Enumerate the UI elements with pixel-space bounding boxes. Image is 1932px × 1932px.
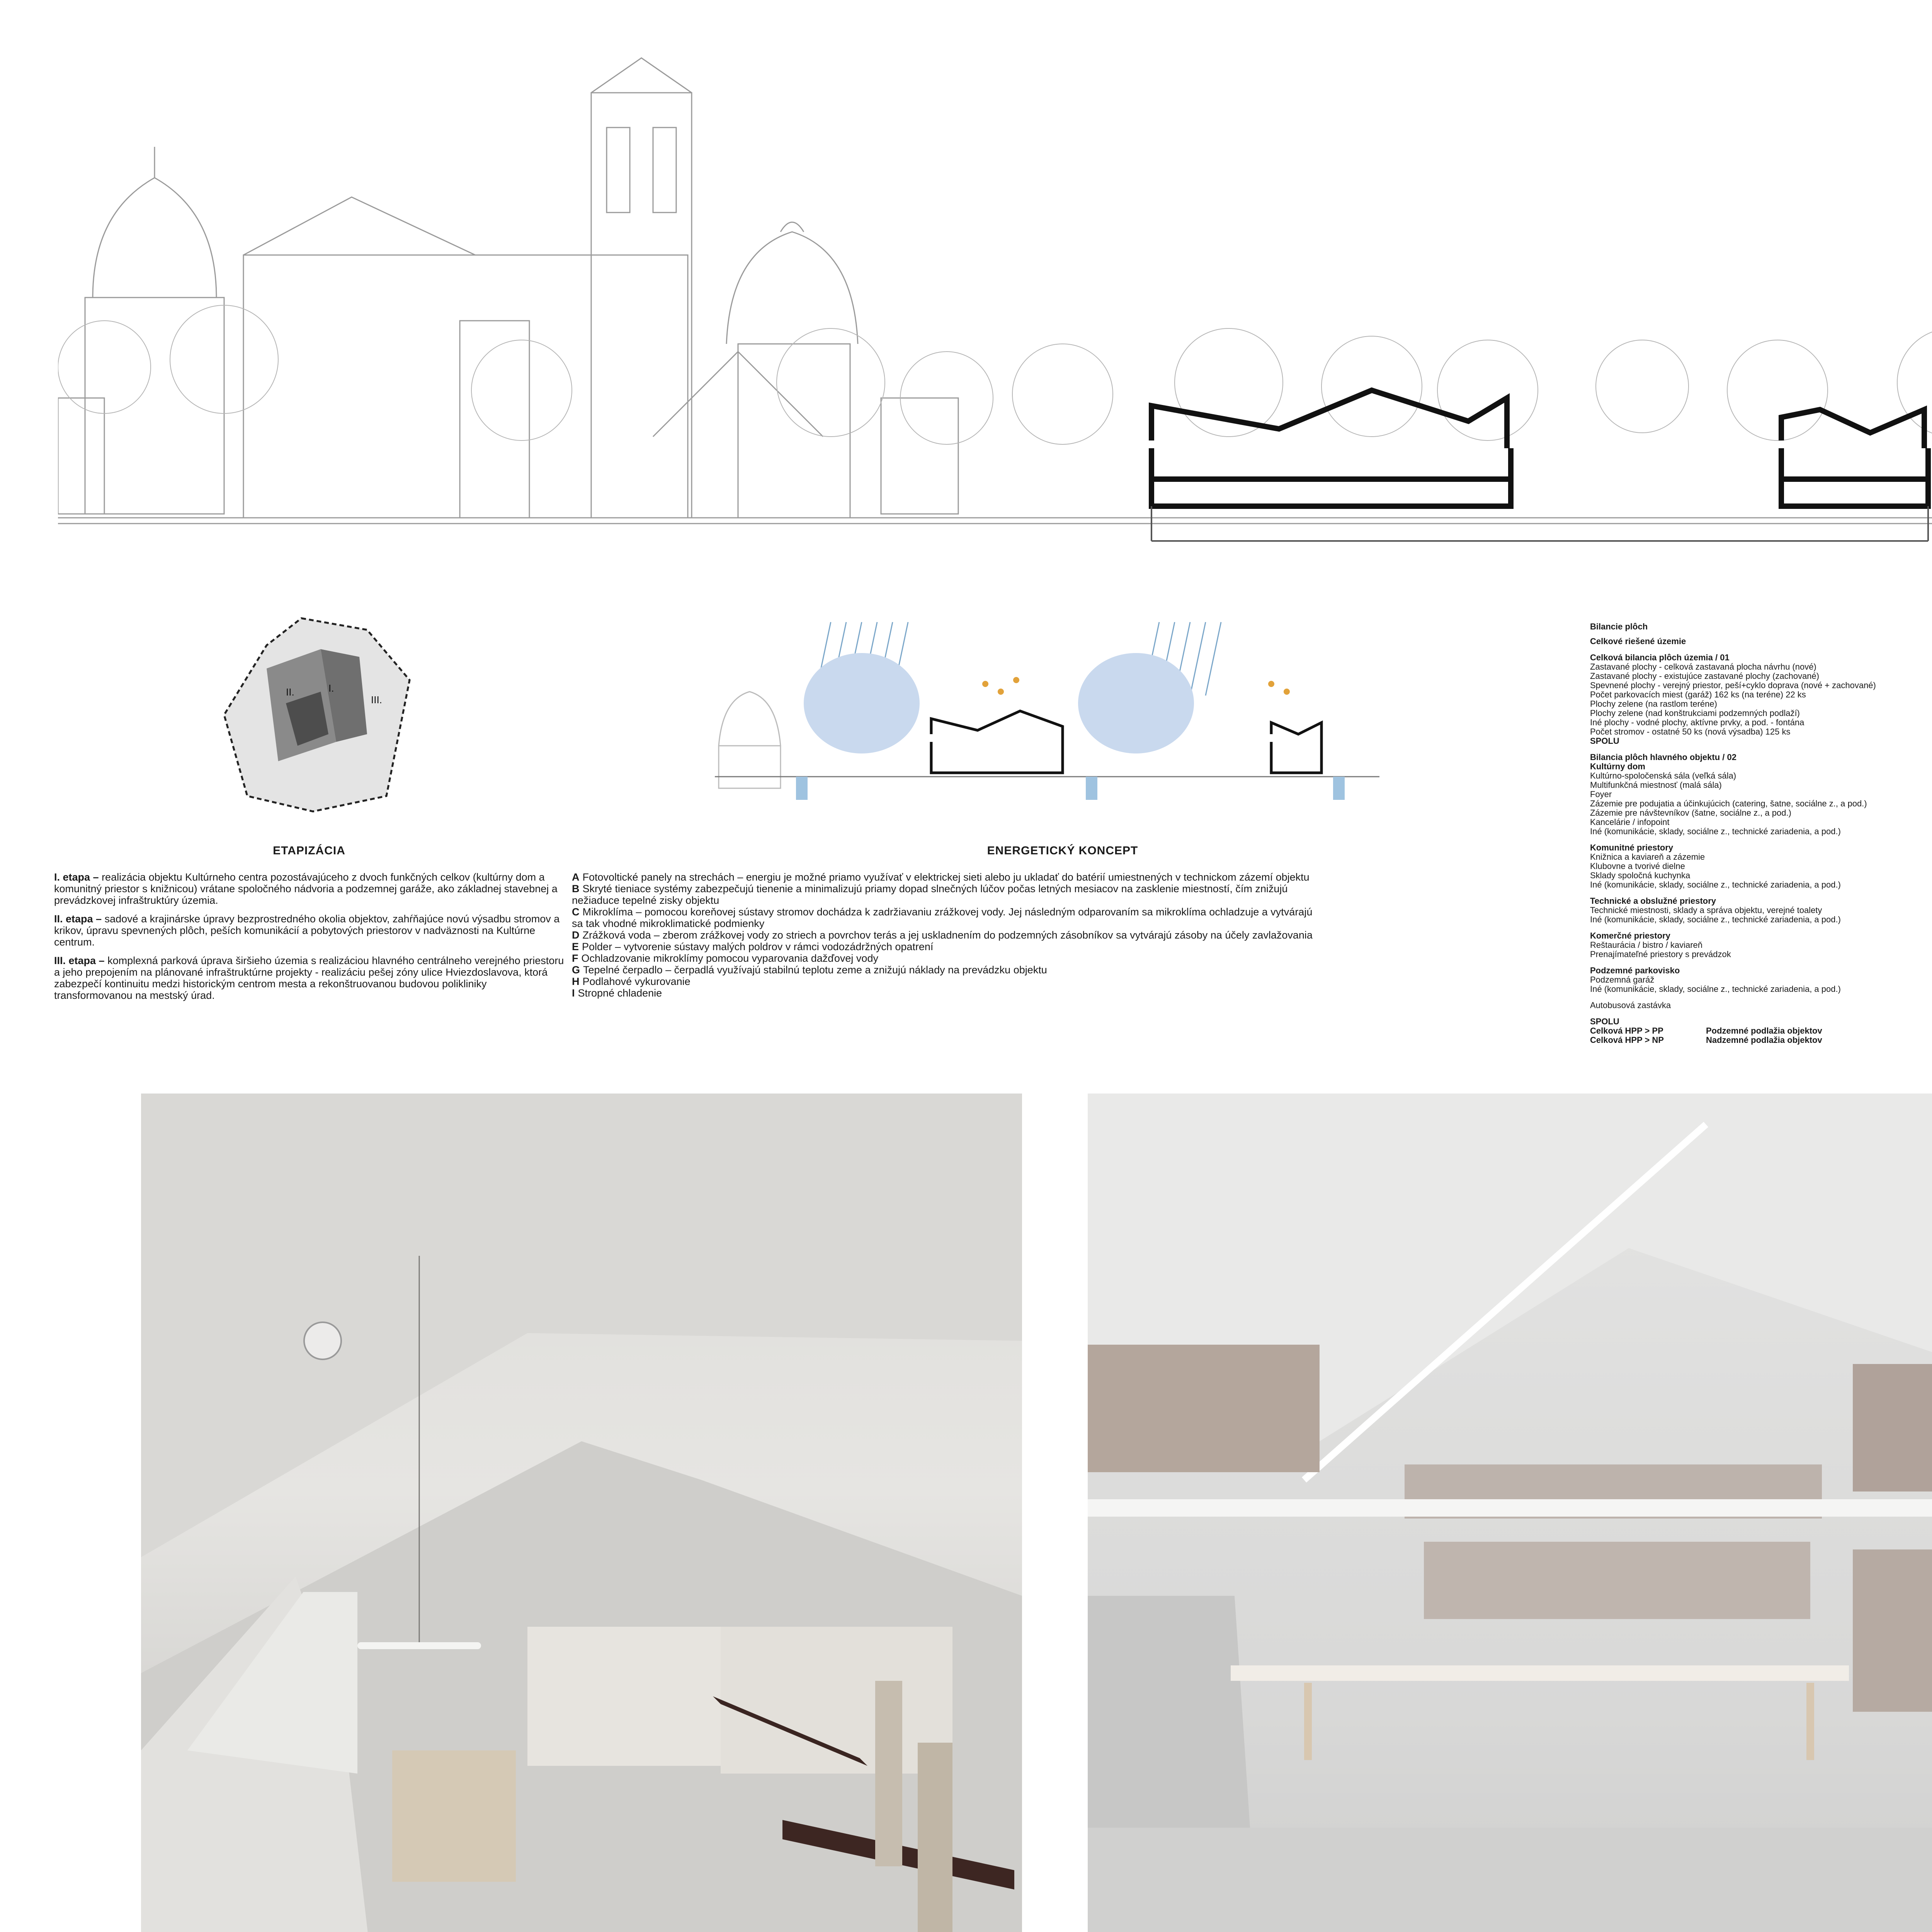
sec2-title: Bilancia plôch hlavného objektu / 02 <box>1590 752 1736 762</box>
kd-row: Multifunkčná miestnosť (malá sála) <box>1590 780 1722 790</box>
render-entrance-hall-shapes <box>141 1094 1022 1932</box>
tech-row: Technické miestnosti, sklady a správa objektu, verejné toalety <box>1590 905 1822 915</box>
bus-row: Autobusová zastávka <box>1590 1000 1671 1010</box>
sec1-row: Plochy zelene (na rastlom teréne) <box>1590 699 1717 709</box>
energy-item-f: F Ochladzovanie mikroklímy pomocou vyparovania dažďovej vody <box>572 952 878 964</box>
kp-row: Sklady spoločná kuchynka <box>1590 871 1690 880</box>
sec1-title: Celková bilancia plôch územia / 01 <box>1590 653 1730 662</box>
etapizacia-site-plan <box>220 614 413 815</box>
etapa-1-lead: I. etapa – <box>54 871 99 883</box>
sec1-row: Spevnené plochy - verejný priestor, peší+cyklo doprava (nové + zachované) <box>1590 680 1876 690</box>
zone-label-iii: III. <box>371 694 382 706</box>
kp-row: Knižnica a kaviareň a zázemie <box>1590 852 1705 862</box>
kom-title: Komerčné priestory <box>1590 931 1670 940</box>
energy-item-c-cont: sa tak vhodné mikroklimatické podmienky <box>572 918 765 929</box>
street-elevation-drawing <box>58 50 1932 599</box>
kd-row: Zázemie pre návštevníkov (šatne, sociálne z., a pod.) <box>1590 808 1791 818</box>
energeticky-title: ENERGETICKÝ KONCEPT <box>987 844 1138 857</box>
bilancia-title: Bilancie plôch <box>1590 622 1648 631</box>
energy-item-b: B Skryté tieniace systémy zabezpečujú tienenie a minimalizujú priamy dopad slnečných lúčov počas letných mesiacov na zasklenie miestností, čím znižujú <box>572 883 1288 895</box>
kp-title: Komunitné priestory <box>1590 843 1673 852</box>
energy-item-a: A Fotovoltické panely na strechách – energiu je možné priamo využívať v elektrickej sieti alebo ju ukladať do batérií umiestnených v technickom zázemí objektu <box>572 871 1310 883</box>
etapa-2-paragraph <box>54 913 564 948</box>
etapa-3-text: komplexná parková úprava širšieho územia s realizáciou hlavného centrálneho verejného priestoru a jeho prepojením na plánované infraštruktúrne projekty - realizáciu pešej zóny ulice Hviezdoslavova, ktorá zabezpečí kontinuitu medzi historickým centrom mesta a rekonštruovanou budovou polikliniky transformovanou na mestský úrad. <box>54 955 564 1001</box>
energy-item-c: C Mikroklíma – pomocou koreňovej sústavy stromov dochádza k zadržiavaniu zrážkovej vody. Jej následným odparovaním sa mikroklíma ochladzuje a vytvárajú <box>572 906 1313 918</box>
sec1-row: Iné plochy - vodné plochy, aktívne prvky, a pod. - fontána <box>1590 718 1804 727</box>
kp-row: Klubovne a tvorivé dielne <box>1590 861 1685 871</box>
kom-row: Reštaurácia / bistro / kaviareň <box>1590 940 1703 950</box>
energy-item-b-cont: nežiaduce tepelné zisky objektu <box>572 895 719 906</box>
sec1-row: Počet parkovacích miest (garáž) 162 ks (na teréne) 22 ks <box>1590 690 1806 699</box>
etapa-2-lead: II. etapa – <box>54 913 102 925</box>
tech-row: Iné (komunikácie, sklady, sociálne z., technické zariadenia, a pod.) <box>1590 915 1841 924</box>
sec1-row: Zastavané plochy - existujúce zastavané plochy (zachované) <box>1590 671 1820 681</box>
energy-item-e: E Polder – vytvorenie sústavy malých poldrov v rámci vodozádržných opatrení <box>572 941 934 952</box>
kd-row: Foyer <box>1590 789 1612 799</box>
render-library <box>1088 1094 1932 1932</box>
kom-row: Prenajímateľné priestory s prevádzok <box>1590 949 1731 959</box>
etapa-1-text: realizácia objektu Kultúrneho centra pozostávajúceho z dvoch funkčných celkov (kultúrny dom a komunitný priestor s knižnicou) vrátane spoločného nádvoria a podzemnej garáže, ako základnej stavebnej a prevádzkovej infraštruktúry územia. <box>54 871 558 906</box>
sec1-row: Plochy zelene (nad konštrukciami podzemných podlaží) <box>1590 708 1800 718</box>
spolu-row: SPOLU <box>1590 1017 1619 1026</box>
energy-item-h: H Podlahové vykurovanie <box>572 976 690 987</box>
kd-title: Kultúrny dom <box>1590 762 1645 771</box>
kd-row: Kancelárie / infopoint <box>1590 817 1670 827</box>
energy-concept-diagram <box>715 618 1379 804</box>
kd-row: Iné (komunikácie, sklady, sociálne z., technické zariadenia, a pod.) <box>1590 827 1841 836</box>
energy-item-d: D Zrážková voda – zberom zrážkovej vody zo striech a povrchov terás a jej uskladnením do podzemných zásobníkov sa vytvárajú zásoby na účely zavlažovania <box>572 929 1313 941</box>
energy-legend <box>572 871 1553 999</box>
energy-item-i: I Stropné chladenie <box>572 987 662 999</box>
sec1-total-row: SPOLU <box>1590 736 1619 746</box>
zone-label-ii: II. <box>286 686 294 698</box>
render-entrance-hall <box>141 1094 1022 1932</box>
energy-item-g: G Tepelné čerpadlo – čerpadlá využívajú stabilnú teplotu zeme a znižujú náklady na prevádzku objektu <box>572 964 1047 976</box>
etapa-3-lead: III. etapa – <box>54 955 105 966</box>
hpp-pp-row: Celková HPP > PP Podzemné podlažia objektov <box>1590 1026 1822 1036</box>
park-row: Podzemná garáž <box>1590 975 1655 985</box>
render-library-shapes <box>1088 1094 1932 1932</box>
etapizacia-title: ETAPIZÁCIA <box>273 844 345 857</box>
park-title: Podzemné parkovisko <box>1590 966 1680 975</box>
hpp-np-row: Celková HPP > NP Nadzemné podlažia objektov <box>1590 1035 1822 1045</box>
kd-row: Kultúrno-spoločenská sála (veľká sála) <box>1590 771 1736 781</box>
total-area-row: Celkové riešené územie <box>1590 636 1686 646</box>
bilancia-table <box>1590 622 1932 1045</box>
kp-row: Iné (komunikácie, sklady, sociálne z., technické zariadenia, a pod.) <box>1590 880 1841 889</box>
etapa-3-paragraph <box>54 955 564 1001</box>
park-row: Iné (komunikácie, sklady, sociálne z., technické zariadenia, a pod.) <box>1590 984 1841 994</box>
sec1-row: Zastavané plochy - celková zastavaná plocha návrhu (nové) <box>1590 662 1816 672</box>
tech-title: Technické a obslužné priestory <box>1590 896 1716 906</box>
etapa-1-paragraph <box>54 871 564 906</box>
etapizacia-text <box>54 871 564 1001</box>
kd-row: Zázemie pre podujatia a účinkujúcich (catering, šatne, sociálne z., a pod.) <box>1590 799 1867 808</box>
zone-label-i: I. <box>328 682 334 694</box>
etapa-2-text: sadové a krajinárske úpravy bezprostredného okolia objektov, zahŕňajúce novú výsadbu stromov a krikov, úpravu spevnených plôch, peších komunikácií a pobytových priestorov v nadväznosti na Kultúrne centrum. <box>54 913 560 948</box>
sec1-row: Počet stromov - ostatné 50 ks (nová výsadba) 125 ks <box>1590 727 1791 736</box>
